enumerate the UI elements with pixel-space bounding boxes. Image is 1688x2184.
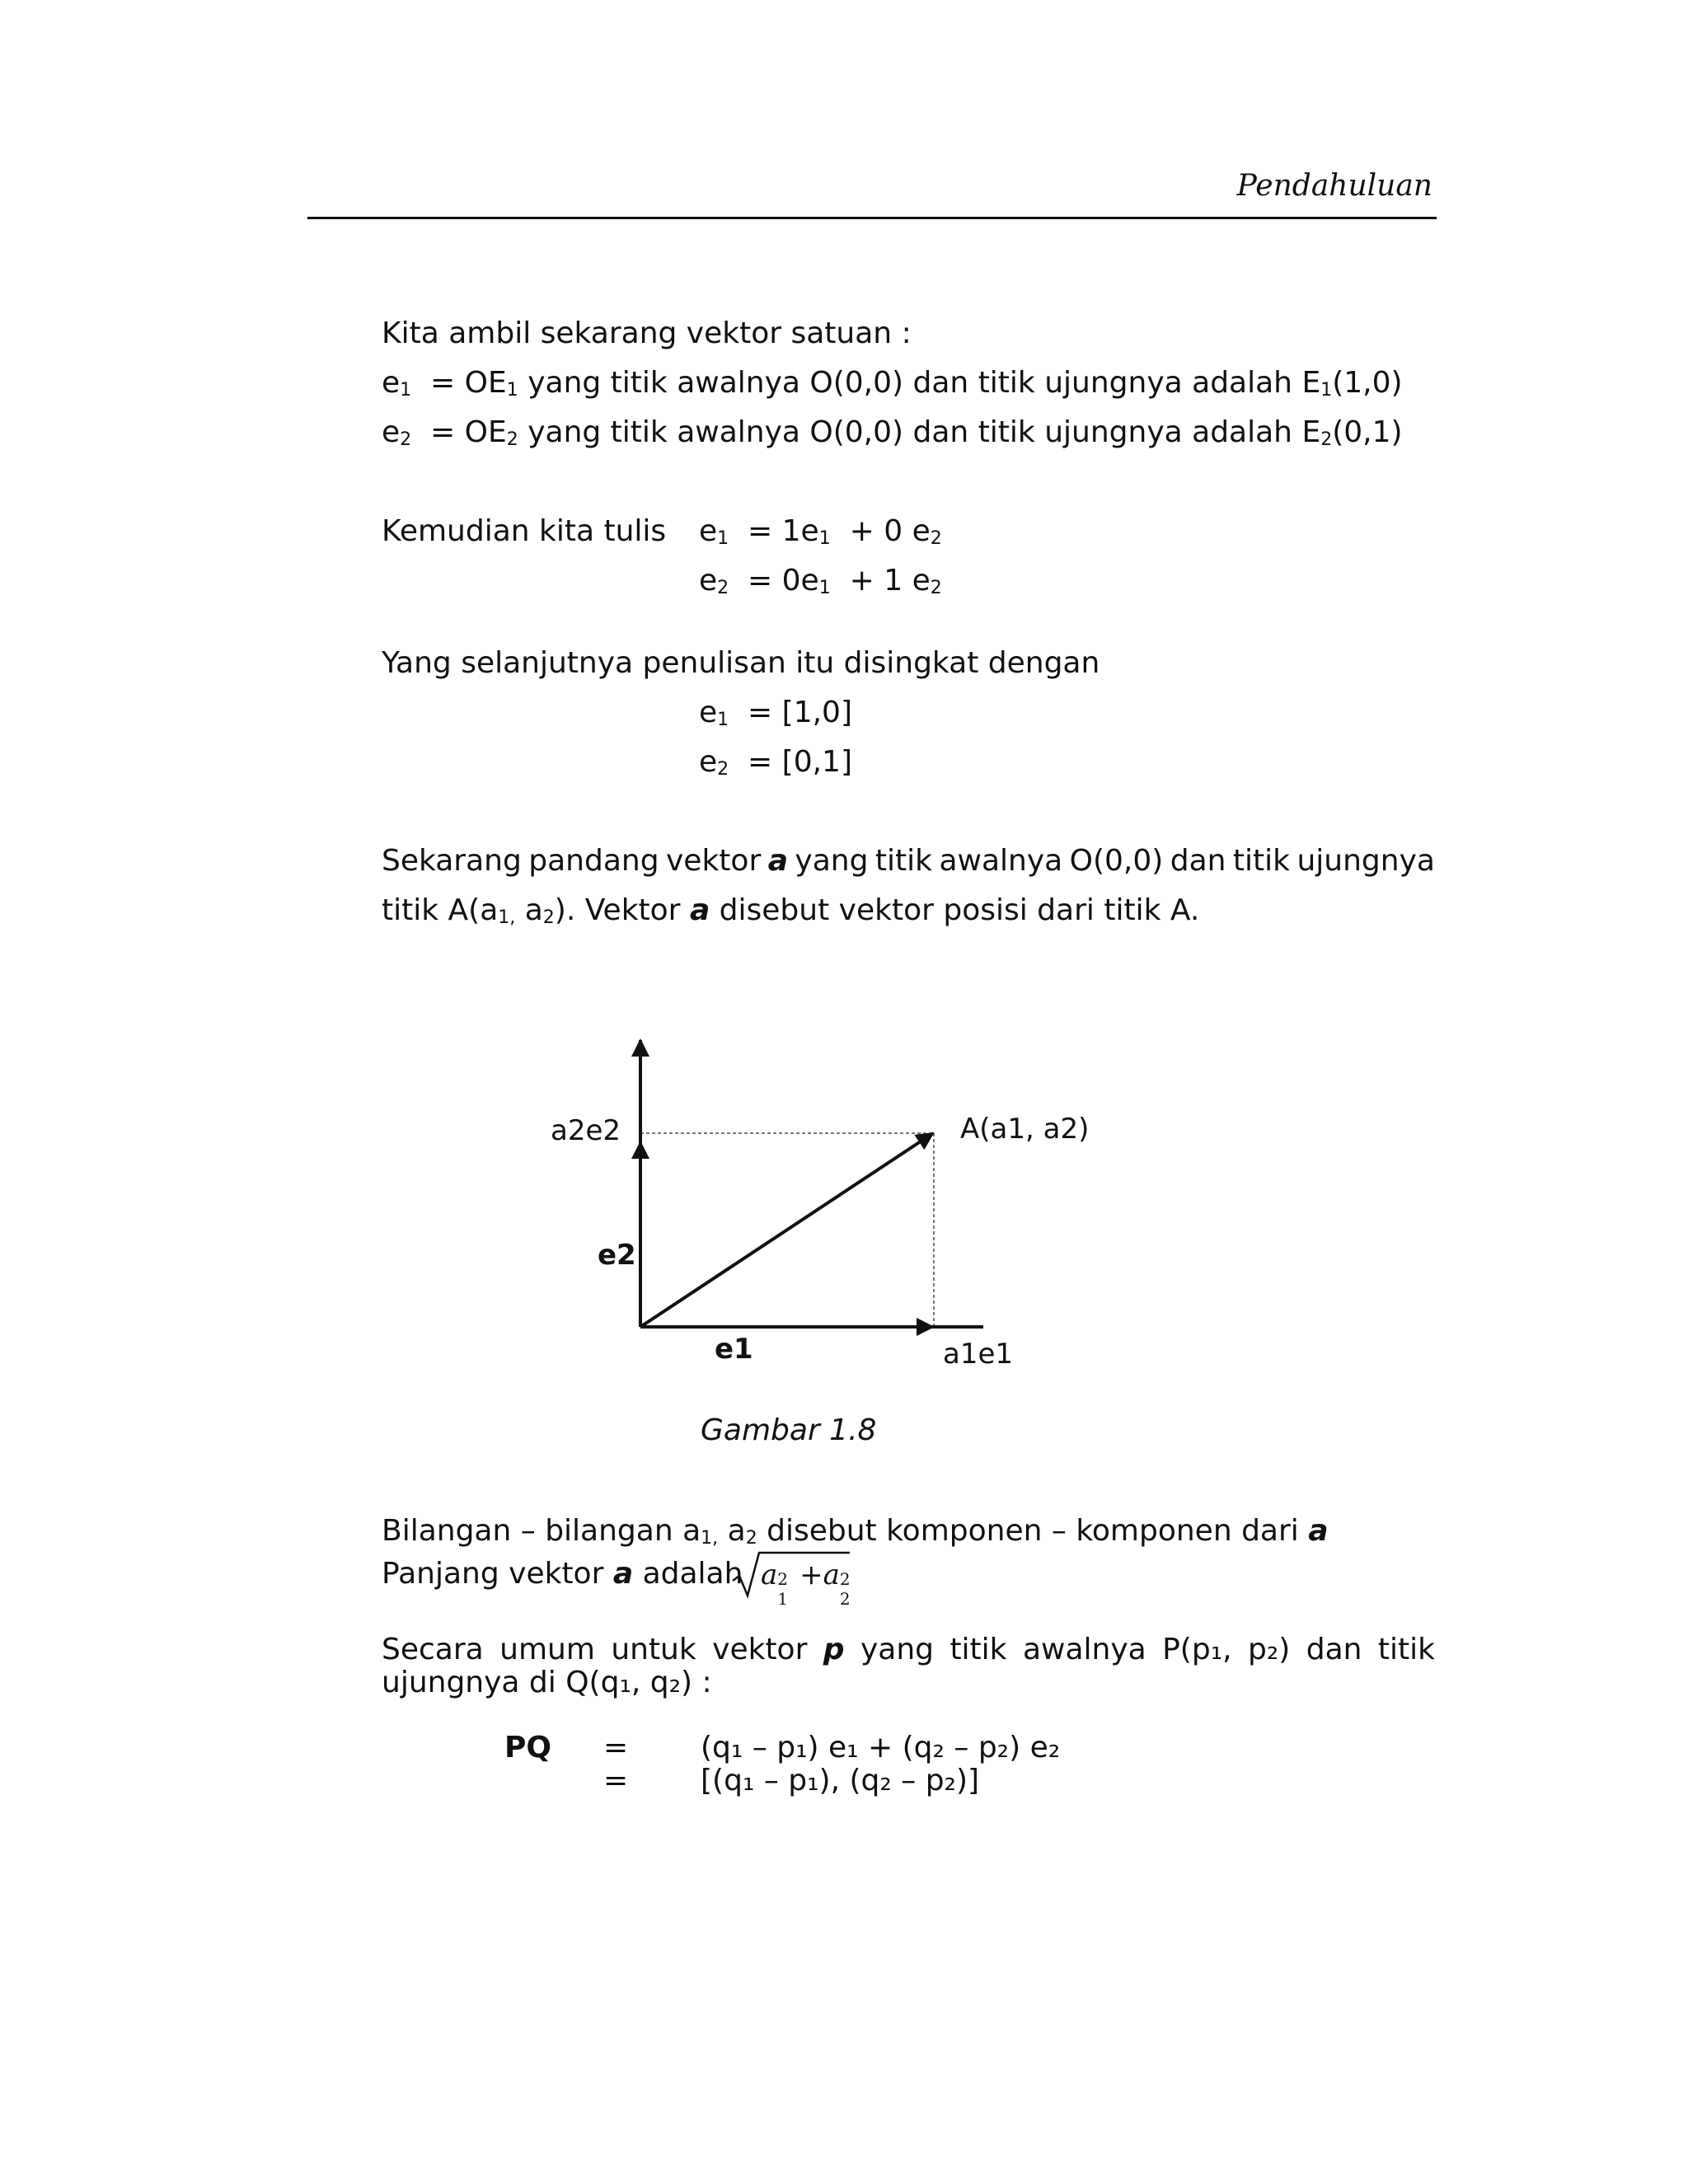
label-a2e2: a2e2 xyxy=(551,1114,621,1147)
singkat-line: Yang selanjutnya penulisan itu disingkat dengan xyxy=(382,646,1100,680)
sqrt-expression: a 2 1 +a 2 2 xyxy=(761,1558,851,1609)
label-e1: e1 xyxy=(715,1333,753,1366)
pq-equals-1: = xyxy=(603,1731,629,1765)
label-a1e1: a1e1 xyxy=(943,1338,1014,1371)
komponen-line-1: Bilangan – bilangan $a_{1,}$ $a_2$ disebut komponen – komponen dari a xyxy=(382,1514,1329,1549)
umum-line-1: Secara umum untuk vektor p yang titik awalnya P(p₁, p₂) dan titik xyxy=(382,1633,1435,1666)
equation-row: $e_2 = [0,1]$ xyxy=(699,745,852,780)
equation-row: $e_2 = 0e_1 + 1$ $e_2$ xyxy=(699,564,942,598)
e2-definition: $e_2 = OE_2$ yang titik awalnya O(0,0) dan titik ujungnya adalah $E_2(0,1)$ xyxy=(382,415,1403,450)
pandang-line-2: titik $A(a_{1,}$ $a_2$). Vektor a disebut vektor posisi dari titik A. xyxy=(382,893,1200,928)
pq-equals-2: = xyxy=(603,1764,629,1797)
equation-row: $e_1 = [1,0]$ xyxy=(699,696,852,730)
label-point-a: A(a1, a2) xyxy=(960,1113,1090,1146)
kemudian-label: Kemudian kita tulis xyxy=(382,514,667,548)
pandang-line-1: Sekarang pandang vektor a yang titik awalnya O(0,0) dan titik ujungnya xyxy=(382,844,1435,878)
pq-label: PQ xyxy=(504,1731,551,1765)
komponen-line-2: Panjang vektor a adalah xyxy=(382,1557,743,1591)
vector-a xyxy=(640,1133,933,1327)
pq-rhs-1: (q₁ – p₁) e₁ + (q₂ – p₂) e₂ xyxy=(701,1731,1061,1765)
equation-row: $e_1 = 1e_1 + 0$ $e_2$ xyxy=(699,514,942,549)
e1-definition: $e_1 = OE_1$ yang titik awalnya O(0,0) dan titik ujungnya adalah $E_1(1,0)$ xyxy=(382,366,1403,401)
label-e2: e2 xyxy=(598,1239,636,1272)
figure-caption: Gambar 1.8 xyxy=(701,1413,877,1447)
running-header-title: Pendahuluan xyxy=(1236,169,1432,203)
umum-line-2: ujungnya di Q(q₁, q₂) : xyxy=(382,1666,712,1699)
pq-rhs-2: [(q₁ – p₁), (q₂ – p₂)] xyxy=(701,1764,980,1797)
intro-line: Kita ambil sekarang vektor satuan : xyxy=(382,316,912,350)
